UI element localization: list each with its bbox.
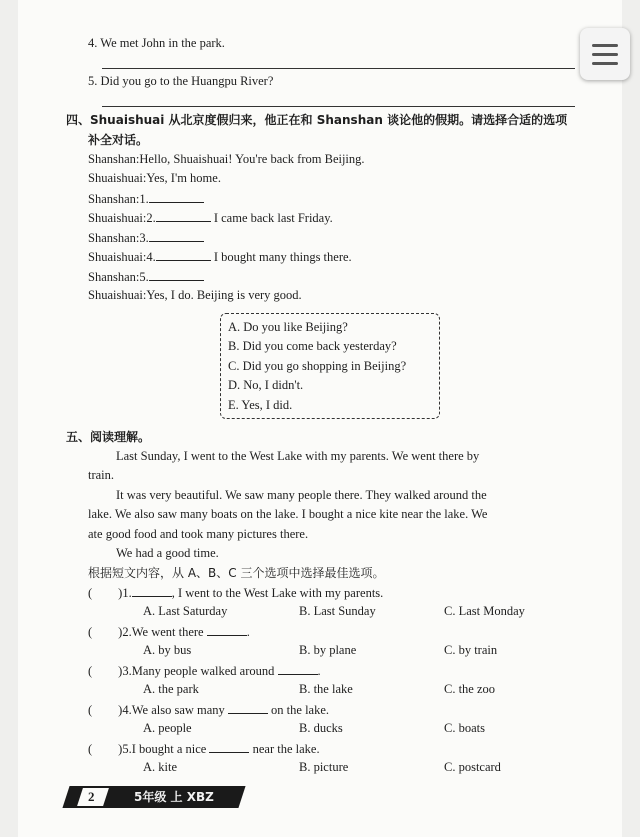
dialogue-line: Shanshan:5. bbox=[88, 268, 204, 285]
blank[interactable] bbox=[278, 662, 318, 675]
blank[interactable] bbox=[207, 623, 247, 636]
passage-line: It was very beautiful. We saw many people there. They walked around the bbox=[116, 488, 487, 502]
blank[interactable] bbox=[156, 248, 211, 261]
answer-paren[interactable] bbox=[92, 663, 118, 675]
passage-line: train. bbox=[88, 468, 115, 482]
choice[interactable]: B. picture bbox=[299, 760, 349, 774]
sentence-5: 5. Did you go to the Huangpu River? bbox=[88, 74, 274, 88]
choice[interactable]: A. by bus bbox=[143, 643, 192, 657]
hamburger-icon bbox=[592, 53, 618, 56]
question: ( )2.We went there . bbox=[88, 625, 250, 639]
choice[interactable]: A. kite bbox=[143, 760, 178, 774]
option-a: A. Do you like Beijing? bbox=[228, 320, 348, 334]
passage-line: Last Sunday, I went to the West Lake with my parents. We went there by bbox=[116, 449, 480, 463]
choice[interactable]: A. Last Saturday bbox=[143, 604, 228, 618]
choice[interactable]: C. the zoo bbox=[444, 682, 496, 696]
choice[interactable]: C. by train bbox=[444, 643, 498, 657]
option-b: B. Did you come back yesterday? bbox=[228, 339, 397, 353]
section5-title: 五、阅读理解。 bbox=[66, 430, 151, 444]
answer-paren[interactable] bbox=[92, 741, 118, 753]
answer-line-4 bbox=[102, 68, 575, 69]
dialogue-line: Shuaishuai:2. I came back last Friday. bbox=[88, 211, 333, 225]
blank[interactable] bbox=[132, 584, 172, 597]
choice[interactable]: A. the park bbox=[143, 682, 199, 696]
section4-title: 四、Shuaishuai 从北京度假归来，他正在和 Shanshan 谈论他的假期。请选择合适的选项 bbox=[66, 113, 568, 127]
answer-paren[interactable] bbox=[92, 585, 118, 597]
dialogue-line: Shuaishuai:4. I bought many things there. bbox=[88, 250, 352, 264]
option-e: E. Yes, I did. bbox=[228, 398, 293, 412]
question: ( )3.Many people walked around . bbox=[88, 664, 321, 678]
page-number: 2 bbox=[88, 789, 95, 804]
blank[interactable] bbox=[149, 229, 204, 242]
choice[interactable]: B. the lake bbox=[299, 682, 353, 696]
passage-line: We had a good time. bbox=[116, 546, 219, 560]
question: ( )5.I bought a nice near the lake. bbox=[88, 742, 320, 756]
answer-paren[interactable] bbox=[92, 702, 118, 714]
choice[interactable]: C. boats bbox=[444, 721, 485, 735]
dialogue-line: Shuaishuai:Yes, I'm home. bbox=[88, 171, 221, 185]
hamburger-icon bbox=[592, 62, 618, 65]
blank[interactable] bbox=[149, 268, 204, 281]
dialogue-line: Shuaishuai:Yes, I do. Beijing is very good. bbox=[88, 288, 302, 302]
question: ( )1. , I went to the West Lake with my parents. bbox=[88, 586, 384, 600]
passage-line: ate good food and took many pictures there. bbox=[88, 527, 309, 541]
blank[interactable] bbox=[228, 701, 268, 714]
dialogue-line: Shanshan:Hello, Shuaishuai! You're back from Beijing. bbox=[88, 152, 365, 166]
choice[interactable]: C. Last Monday bbox=[444, 604, 525, 618]
option-d: D. No, I didn't. bbox=[228, 378, 304, 392]
section4-title-cont: 补全对话。 bbox=[88, 133, 149, 147]
choice[interactable]: C. postcard bbox=[444, 760, 501, 774]
blank[interactable] bbox=[149, 190, 204, 203]
dialogue-line: Shanshan:1. bbox=[88, 190, 204, 207]
instruction: 根据短文内容，从 A、B、C 三个选项中选择最佳选项。 bbox=[88, 566, 385, 580]
choice[interactable]: B. Last Sunday bbox=[299, 604, 376, 618]
passage-line: lake. We also saw many boats on the lake. I bought a nice kite near the lake. We bbox=[88, 507, 488, 521]
answer-line-5 bbox=[102, 106, 575, 107]
sentence-4: 4. We met John in the park. bbox=[88, 36, 225, 50]
answer-paren[interactable] bbox=[92, 624, 118, 636]
question: ( )4.We also saw many on the lake. bbox=[88, 703, 330, 717]
choice[interactable]: B. ducks bbox=[299, 721, 343, 735]
choice[interactable]: B. by plane bbox=[299, 643, 357, 657]
blank[interactable] bbox=[209, 740, 249, 753]
dialogue-line: Shanshan:3. bbox=[88, 229, 204, 246]
grade-label: 5年级 上 XBZ bbox=[134, 790, 214, 804]
option-c: C. Did you go shopping in Beijing? bbox=[228, 359, 407, 373]
choice[interactable]: A. people bbox=[143, 721, 192, 735]
hamburger-icon bbox=[592, 44, 618, 47]
blank[interactable] bbox=[156, 209, 211, 222]
menu-button[interactable] bbox=[580, 28, 630, 80]
